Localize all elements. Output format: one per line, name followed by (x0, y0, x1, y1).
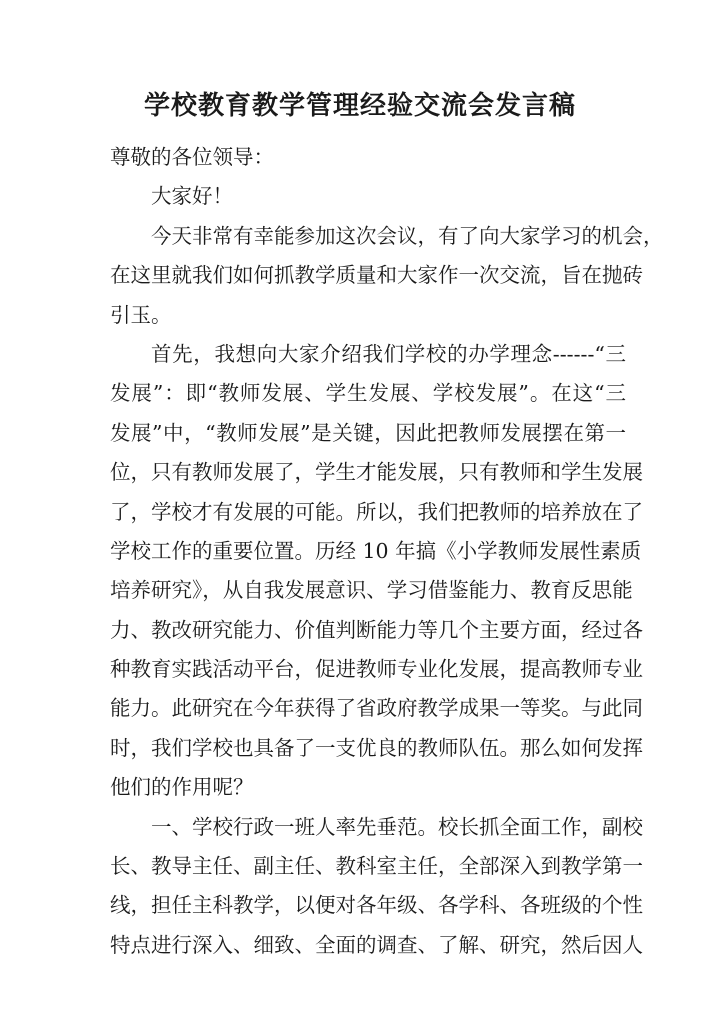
paragraph-line: 了，学校才有发展的可能。所以，我们把教师的培养放在了 (110, 499, 643, 524)
paragraph-line: 在这里就我们如何抓教学质量和大家作一次交流，旨在抛砖 (110, 263, 643, 288)
paragraph-line: 今天非常有幸能参加这次会议，有了向大家学习的机会， (151, 223, 664, 248)
paragraph-line: 首先，我想向大家介绍我们学校的办学理念------“三 (151, 341, 626, 366)
paragraph-line: 发展”中，“教师发展”是关键，因此把教师发展摆在第一 (110, 420, 626, 445)
paragraph-line: 位，只有教师发展了，学生才能发展，只有教师和学生发展 (110, 460, 643, 485)
paragraph-line: 大家好！ (151, 184, 233, 209)
paragraph-line: 培养研究》，从自我发展意识、学习借鉴能力、教育反思能 (110, 578, 633, 603)
paragraph-line: 时，我们学校也具备了一支优良的教师队伍。那么如何发挥 (110, 735, 643, 760)
paragraph-line: 特点进行深入、细致、全面的调查、了解、研究，然后因人 (110, 932, 643, 957)
paragraph-line: 长、教导主任、副主任、教科室主任，全部深入到教学第一 (110, 854, 643, 879)
paragraph-line: 线，担任主科教学，以便对各年级、各学科、各班级的个性 (110, 893, 643, 918)
paragraph-line: 他们的作用呢？ (110, 775, 254, 800)
paragraph-line: 种教育实践活动平台，促进教师专业化发展，提高教师专业 (110, 657, 643, 682)
paragraph-line: 一、学校行政一班人率先垂范。校长抓全面工作，副校 (151, 814, 643, 839)
paragraph-line: 能力。此研究在今年获得了省政府教学成果一等奖。与此同 (110, 696, 643, 721)
salutation: 尊敬的各位领导： (110, 145, 274, 169)
document-body (110, 138, 664, 965)
document-title: 学校教育教学管理经验交流会发言稿 (143, 91, 576, 121)
paragraph-line: 力、教改研究能力、价值判断能力等几个主要方面，经过各 (110, 617, 643, 642)
paragraph-line: 引玉。 (110, 302, 172, 327)
paragraph-line: 发展”：即“教师发展、学生发展、学校发展”。在这“三 (110, 381, 626, 406)
paragraph-line: 学校工作的重要位置。历经 10 年搞《小学教师发展性素质 (110, 538, 642, 563)
